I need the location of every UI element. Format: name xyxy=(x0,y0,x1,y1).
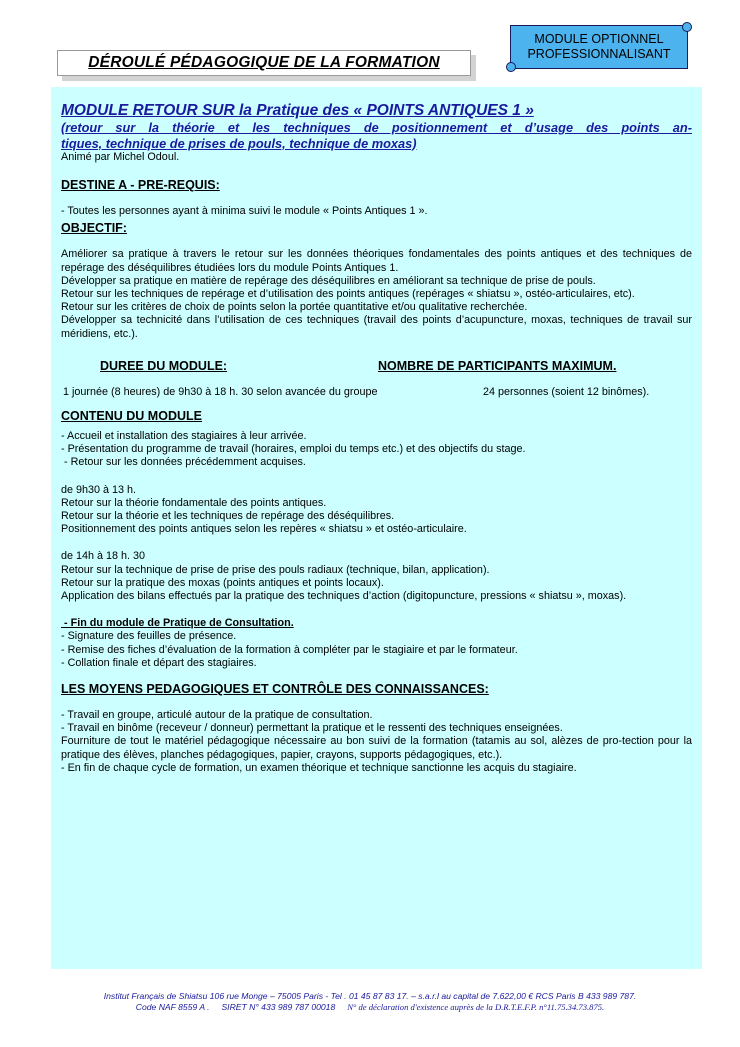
objective-line: Retour sur les techniques de repérage et d’utilisation des points antiques (repérages « shiatsu », ostéo-articulaires, etc). xyxy=(61,288,635,301)
module-animator: Animé par Michel Odoul. xyxy=(61,151,180,163)
footer-line2b: N° de déclaration d'existence auprès de la D.R.T.E.F.P. n°11.75.34.73.875. xyxy=(347,1002,605,1012)
means-line: - Travail en groupe, articulé autour de la pratique de consultation. xyxy=(61,709,373,722)
module-subtitle-line2: tiques, technique de prises de pouls, technique de moxas) xyxy=(61,135,417,151)
objective-heading: OBJECTIF: xyxy=(61,221,127,236)
page-footer xyxy=(0,991,740,1013)
module-content xyxy=(61,102,692,775)
means-line: - En fin de chaque cycle de formation, un examen théorique et technique sanctionne les acquis du stagiaire. xyxy=(61,761,577,774)
content-intro-line: - Accueil et installation des stagiaires à leur arrivée. xyxy=(61,430,307,443)
afternoon-line: de 14h à 18 h. 30 xyxy=(61,550,146,563)
prereq-text: - Toutes les personnes ayant à minima suivi le module « Points Antiques 1 ». xyxy=(61,205,428,218)
badge-line1: MODULE OPTIONNEL xyxy=(534,32,664,46)
footer-line1: Institut Français de Shiatsu 106 rue Monge – 75005 Paris - Tel . 01 45 87 83 17. – s.a.r.l au capital de 7.622,00 € RCS Paris B 433 989 787. xyxy=(103,991,637,1001)
morning-line: Retour sur la théorie fondamentale des points antiques. xyxy=(61,496,327,509)
means-heading: LES MOYENS PEDAGOGIQUES ET CONTRÔLE DES CONNAISSANCES: xyxy=(61,682,489,697)
objective-line: Améliorer sa pratique à travers le retour sur les données théoriques fondamentales des points antiques et des techniques de repérage des déséquilibres étudiées lors du module Points Antiques 1. xyxy=(61,248,692,274)
end-line: - Remise des fiches d’évaluation de la formation à compléter par le stagiaire et par le formateur. xyxy=(61,643,518,656)
afternoon-line: Application des bilans effectués par la pratique des techniques d’action (digitopuncture, pressions « shiatsu », moxas). xyxy=(61,590,627,603)
means-line: - Travail en binôme (receveur / donneur) permettant la pratique et le ressenti des techniques enseignées. xyxy=(61,722,563,735)
morning-line: Retour sur la théorie et les techniques de repérage des déséquilibres. xyxy=(61,510,395,523)
means-line: Fourniture de tout le matériel pédagogique nécessaire au bon suivi de la formation (tatamis au sol, alèzes de pro-tection pour la pratique des élèves, planches pédagogiques, papier, crayons, supports pédagogiques, etc.). xyxy=(61,735,692,761)
content-intro-line: - Retour sur les données précédemment acquises. xyxy=(61,456,306,469)
end-heading: - Fin du module de Pratique de Consultation. xyxy=(61,617,294,630)
morning-line: Positionnement des points antiques selon les repères « shiatsu » et ostéo-articulaire. xyxy=(61,523,467,536)
content-intro-line: - Présentation du programme de travail (horaires, emploi du temps etc.) et des objectifs du stage. xyxy=(61,443,526,456)
morning-line: de 9h30 à 13 h. xyxy=(61,483,137,496)
scroll-curl-decoration xyxy=(682,22,692,32)
objective-line: Développer sa pratique en matière de repérage des déséquilibres en améliorant sa technique de prise de pouls. xyxy=(61,274,596,287)
badge-line2: PROFESSIONNALISANT xyxy=(527,47,671,61)
duration-heading: DUREE DU MODULE: xyxy=(100,358,228,373)
footer-line2a: Code NAF 8559 A . SIRET N° 433 989 787 00018 xyxy=(135,1002,348,1012)
module-subtitle-line1: (retour sur la théorie et les techniques de positionnement et d’usage des points an- xyxy=(61,120,692,135)
scroll-curl-decoration xyxy=(506,62,516,72)
module-title: MODULE RETOUR SUR la Pratique des « POINTS ANTIQUES 1 » xyxy=(61,102,534,119)
page-title-box xyxy=(57,50,471,76)
objective-line: Retour sur les critères de choix de points selon la portée quantitative et/ou qualitative recherchée. xyxy=(61,301,528,314)
afternoon-line: Retour sur la technique de prise de prise des pouls radiaux (technique, bilan, application). xyxy=(61,563,490,576)
prereq-heading: DESTINE A - PRE-REQUIS: xyxy=(61,178,220,193)
objective-line: Développer sa technicité dans l’utilisation de ces techniques (travail des points d’acupuncture, moxas, techniques de travail sur méridiens, etc.). xyxy=(61,314,692,340)
content-heading: CONTENU DU MODULE xyxy=(61,409,202,424)
participants-text: 24 personnes (soient 12 binômes). xyxy=(483,385,650,398)
page-title: DÉROULÉ PÉDAGOGIQUE DE LA FORMATION xyxy=(88,54,440,71)
end-line: - Collation finale et départ des stagiaires. xyxy=(61,656,257,669)
module-badge xyxy=(510,25,688,69)
afternoon-line: Retour sur la pratique des moxas (points antiques et points locaux). xyxy=(61,576,384,589)
end-line: - Signature des feuilles de présence. xyxy=(61,630,237,643)
duration-text: 1 journée (8 heures) de 9h30 à 18 h. 30 selon avancée du groupe xyxy=(63,385,378,398)
participants-heading: NOMBRE DE PARTICIPANTS MAXIMUM. xyxy=(378,358,617,373)
